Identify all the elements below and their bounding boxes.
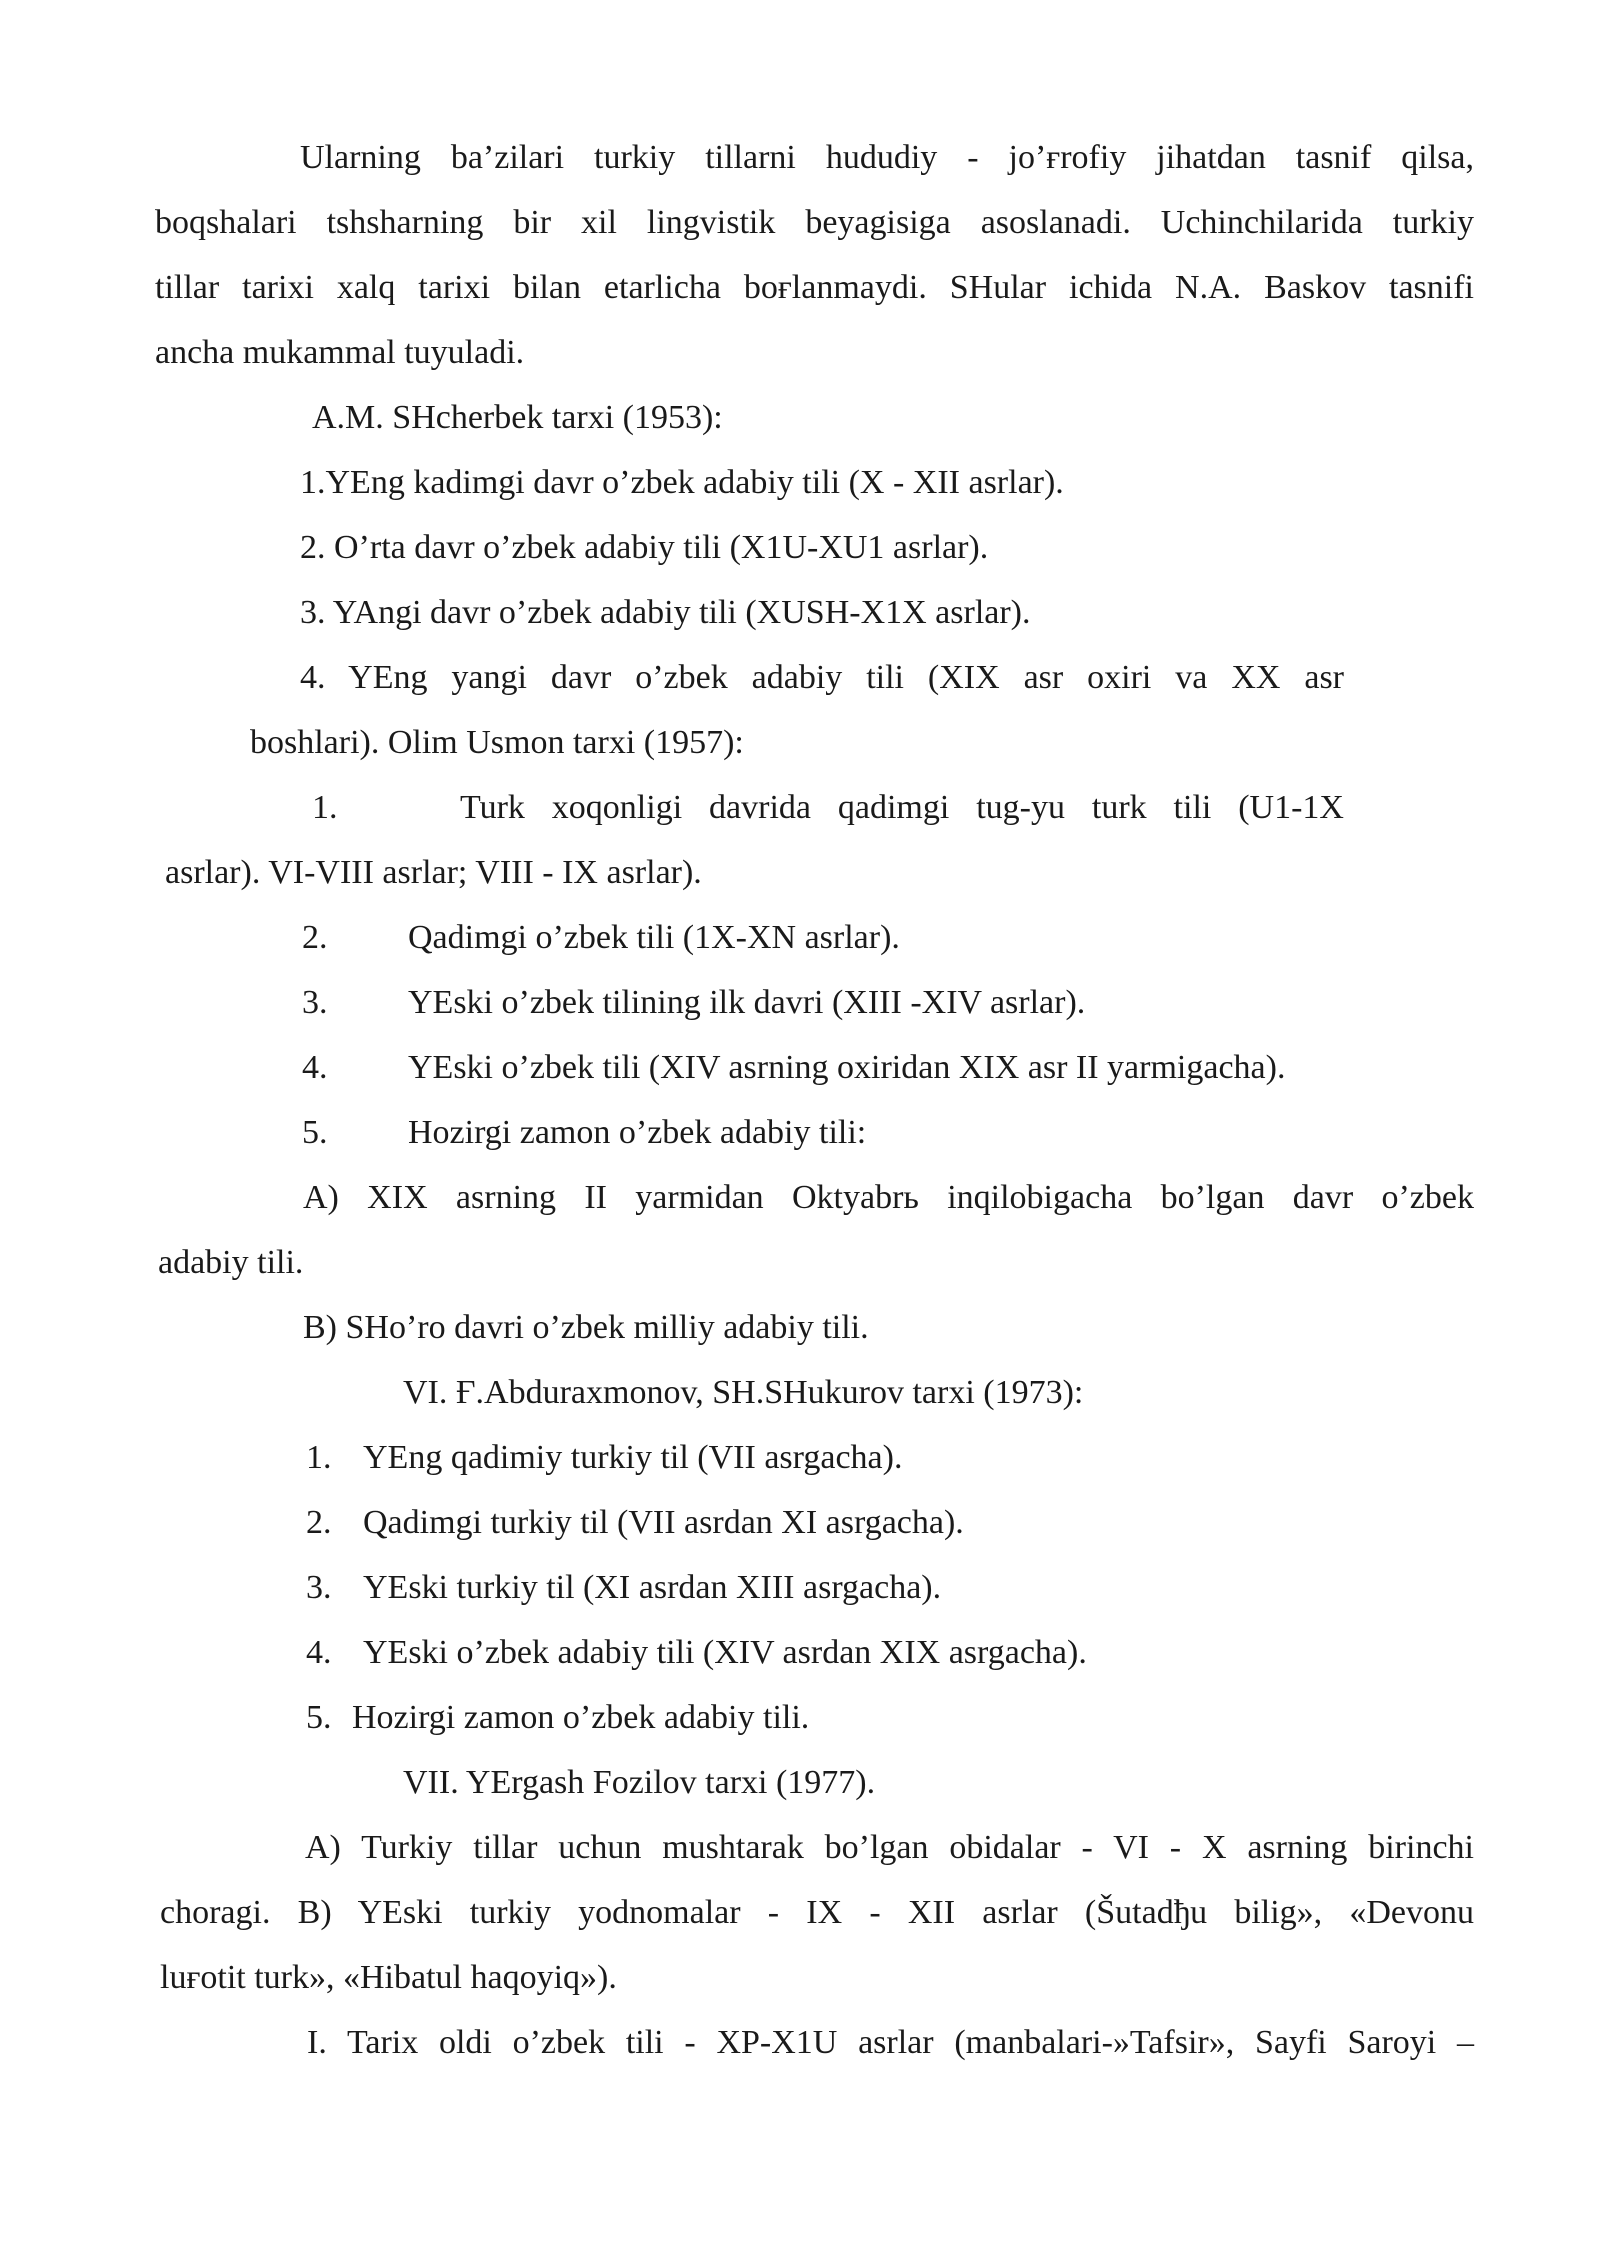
section-heading: VI. Ғ.Abduraxmonov, SH.SHukurov tarxi (1973): xyxy=(403,1374,1084,1411)
list-item: Qadimgi turkiy til (VII asrdan XI asrgacha). xyxy=(363,1504,964,1541)
section-heading: VII. YErgash Fozilov tarxi (1977). xyxy=(403,1764,876,1801)
list-item: 4. YEng yangi davr o’zbek adabiy tili (XIX asr oxiri va XX asr xyxy=(300,659,1344,696)
paragraph-line: luғotit turk», «Hibatul haqoyiq»). xyxy=(160,1959,617,1996)
list-number: 1. xyxy=(306,1439,332,1476)
paragraph-line: A) Turkiy tillar uchun mushtarak bo’lgan obidalar - VI - X asrning birinchi xyxy=(305,1829,1474,1866)
list-number: 4. xyxy=(306,1634,332,1671)
list-item: Turk xoqonligi davrida qadimgi tug-yu turk tili (U1-1X xyxy=(460,789,1344,826)
paragraph-line: ancha mukammal tuyuladi. xyxy=(155,334,525,371)
section-heading: A.M. SHcherbek tarxi (1953): xyxy=(312,399,723,436)
paragraph-line: I. Tarix oldi o’zbek tili - XP-X1U asrlar (manbalari-»Tafsir», Sayfi Saroyi – xyxy=(307,2024,1474,2061)
list-item: YEng qadimiy turkiy til (VII asrgacha). xyxy=(363,1439,903,1476)
list-item: YEski o’zbek tili (XIV asrning oxiridan XIX asr II yarmigacha). xyxy=(408,1049,1286,1086)
paragraph-line: choragi. B) YEski turkiy yodnomalar - IX - XII asrlar (Šutadђu bilig», «Devonu xyxy=(160,1894,1474,1931)
list-item: Qadimgi o’zbek tili (1X-XN asrlar). xyxy=(408,919,900,956)
list-item: B) SHo’ro davri o’zbek milliy adabiy tili. xyxy=(303,1309,869,1346)
list-item: YEski o’zbek adabiy tili (XIV asrdan XIX asrgacha). xyxy=(363,1634,1087,1671)
list-number: 2. xyxy=(302,919,328,956)
list-item: 1.YEng kadimgi davr o’zbek adabiy tili (X - XII asrlar). xyxy=(300,464,1064,501)
list-item: YEski o’zbek tilining ilk davri (XIII -XIV asrlar). xyxy=(408,984,1086,1021)
list-item: adabiy tili. xyxy=(158,1244,304,1281)
list-item: asrlar). VI-VIII asrlar; VIII - IX asrlar). xyxy=(165,854,702,891)
list-number: 5. xyxy=(306,1699,332,1736)
list-item: A) XIX asrning II yarmidan Oktyabrь inqilobigacha bo’lgan davr o’zbek xyxy=(303,1179,1474,1216)
paragraph-line: boqshalari tshsharning bir xil lingvistik beyagisiga asoslanadi. Uchinchilarida turkiy xyxy=(155,204,1474,241)
list-number: 2. xyxy=(306,1504,332,1541)
list-number: 3. xyxy=(306,1569,332,1606)
paragraph-line: tillar tarixi xalq tarixi bilan etarlicha boғlanmaydi. SHular ichida N.A. Baskov tasnifi xyxy=(155,269,1474,306)
list-item: YEski turkiy til (XI asrdan XIII asrgacha). xyxy=(363,1569,942,1606)
list-item: 2. O’rta davr o’zbek adabiy tili (X1U-XU1 asrlar). xyxy=(300,529,989,566)
list-number: 5. xyxy=(302,1114,328,1151)
list-number: 4. xyxy=(302,1049,328,1086)
list-item: Hozirgi zamon o’zbek adabiy tili: xyxy=(408,1114,867,1151)
list-item: boshlari). Olim Usmon tarxi (1957): xyxy=(250,724,744,761)
list-item: Hozirgi zamon o’zbek adabiy tili. xyxy=(352,1699,810,1736)
paragraph-line: Ularning ba’zilari turkiy tillarni hududiy - jo’ғrofiy jihatdan tasnif qilsa, xyxy=(300,139,1474,176)
list-item: 3. YAngi davr o’zbek adabiy tili (XUSH-X1X asrlar). xyxy=(300,594,1031,631)
list-number: 1. xyxy=(312,789,338,826)
list-number: 3. xyxy=(302,984,328,1021)
